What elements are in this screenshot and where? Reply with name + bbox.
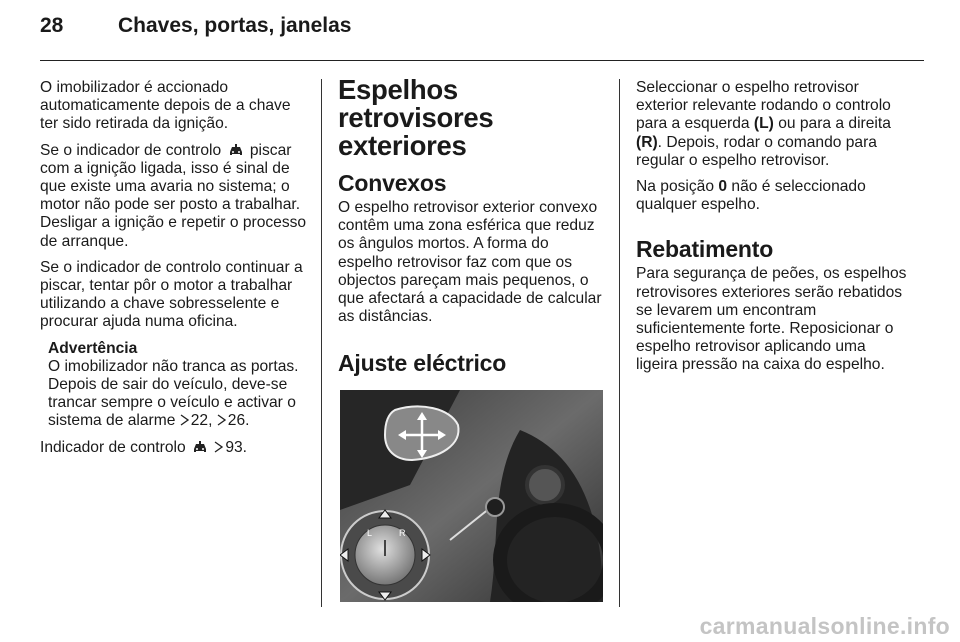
column-divider bbox=[619, 79, 620, 607]
paragraph: O espelho retrovisor exterior convexo contêm uma zona esférica que reduz os ângulos mortos. A forma do espelho retrovisor faz com que os objectos pareçam mais pequenos, o que afectará a capacidade de calcular as distâncias. bbox=[338, 199, 602, 326]
arrow-reference-icon bbox=[214, 441, 223, 453]
arrow-reference-icon bbox=[217, 414, 226, 426]
column-2 bbox=[338, 74, 606, 602]
header-rule bbox=[40, 60, 924, 61]
watermark: carmanualsonline.info bbox=[699, 613, 950, 639]
paragraph: Na posição 0 não é seleccionado qualquer espelho. bbox=[636, 178, 866, 214]
paragraph: Indicador de controlo 93. bbox=[40, 438, 248, 456]
paragraph: Se o indicador de controlo continuar a piscar, tentar pôr o motor a trabalhar utilizando a chave sobresselente e procurar ajuda numa oficina. bbox=[40, 258, 303, 331]
page-ref[interactable]: 22, bbox=[190, 412, 213, 430]
car-key-icon bbox=[192, 441, 208, 453]
label-right: R bbox=[399, 528, 406, 539]
page-header bbox=[40, 14, 351, 38]
subsection-heading: Ajuste eléctrico bbox=[338, 350, 507, 377]
section-heading: Espelhos retrovisores exteriores bbox=[338, 74, 494, 161]
page-title: Chaves, portas, janelas bbox=[118, 14, 352, 37]
warning-title: Advertência bbox=[48, 339, 138, 357]
column-1 bbox=[40, 79, 308, 465]
subsection-heading: Convexos bbox=[338, 170, 447, 196]
page-ref[interactable]: 26. bbox=[227, 412, 250, 430]
paragraph: Se o indicador de controlo piscar com a ignição ligada, isso é sinal de que existe uma avaria no sistema; o motor não pode ser posto a trabalhar. Desligar a ignição e repetir o processo de arranque. bbox=[40, 141, 307, 250]
paragraph: Seleccionar o espelho retrovisor exterior relevante rodando o controlo para a esquerda (L) ou para a direita (R). Depois, rodar o comando para regular o espelho retrovisor. bbox=[636, 79, 891, 169]
column-divider bbox=[321, 79, 322, 607]
column-3 bbox=[636, 79, 908, 383]
paragraph: Para segurança de peões, os espelhos retrovisores exteriores serão rebatidos se levarem um encontram suficientemente forte. Reposicionar o espelho retrovisor aplicando uma ligeira pressão na caixa do espelho. bbox=[636, 265, 907, 374]
arrow-reference-icon bbox=[180, 414, 189, 426]
warning-text: O imobilizador não tranca as portas. Depois de sair do veículo, deve-se trancar sempre o veículo e activar o sistema de alarme 22, 26. bbox=[48, 357, 299, 430]
paragraph: O imobilizador é accionado automaticamente depois de a chave ter sido retirada da ignição. bbox=[40, 79, 291, 133]
mirror-control-photo bbox=[340, 390, 603, 602]
warning-box bbox=[40, 340, 308, 431]
car-key-icon bbox=[228, 144, 244, 156]
page-ref[interactable]: 93. bbox=[225, 438, 248, 456]
subsection-heading: Rebatimento bbox=[636, 236, 774, 263]
label-left: L bbox=[367, 528, 373, 539]
page-number: 28 bbox=[40, 14, 64, 37]
